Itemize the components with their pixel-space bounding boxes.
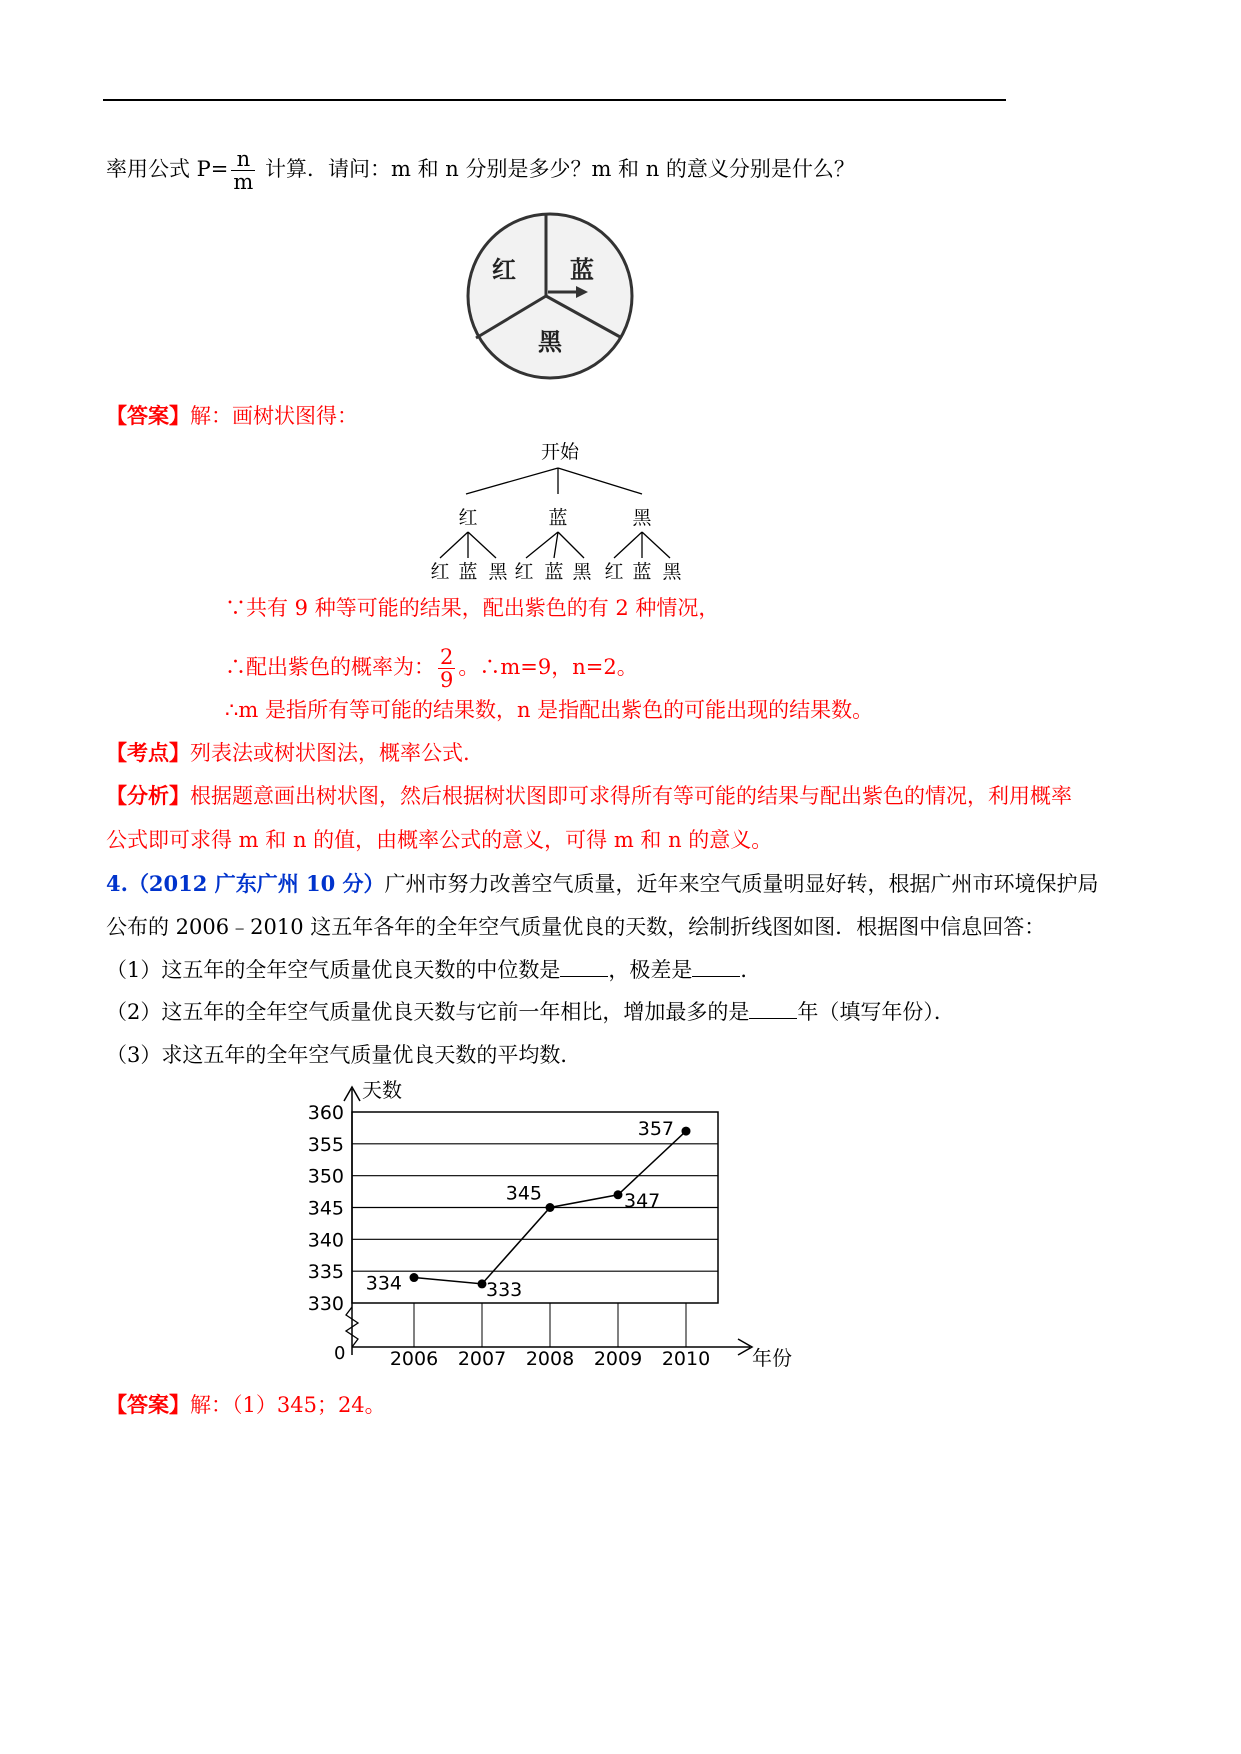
data-point [682,1127,691,1136]
solution-line-3: ∴m 是指所有等可能的结果数，n 是指配出紫色的可能出现的结果数。 [225,698,874,722]
tree-edge [558,468,642,494]
solution-line-2-suffix: 。∴m=9，n=2。 [458,655,638,679]
line-chart [300,1075,820,1375]
tree-l2-node: 黑 [572,561,592,583]
tree-l2-node: 蓝 [458,561,478,583]
tree-edge [614,532,642,558]
y-tick-label: 330 [307,1293,344,1315]
question-2-a: （2）这五年的全年空气质量优良天数与它前一年相比，增加最多的是 [106,1000,750,1024]
problem4-stem-line-1: 广州市努力改善空气质量，近年来空气质量明显好转，根据广州市环境保护局 [384,872,1099,896]
formula-prefix: 率用公式 P= [106,157,229,181]
question-3: （3）求这五年的全年空气质量优良天数的平均数． [106,1043,582,1067]
problem3-stem [106,148,855,193]
y-tick-label: 340 [307,1229,344,1252]
answer-tag: 【答案】 [106,1392,190,1417]
y-tick-label: 360 [307,1102,344,1124]
tree-l2-node: 红 [514,561,534,583]
spinner-diagram [462,210,638,382]
answer-text: 解：（1）345；24。 [190,1393,386,1417]
formula-fraction [231,148,255,193]
y-tick-label: 335 [307,1261,344,1284]
y-tick-label: 345 [307,1197,344,1220]
y-tick-label: 350 [307,1165,344,1188]
problem4-stem-line-2: 公布的 2006﹣2010 这五年各年的全年空气质量优良的天数，绘制折线图如图．根据图中信息回答： [106,915,1046,939]
fraction-denominator: m [233,170,254,194]
question-1-c: ． [740,958,762,982]
solution-line-2 [225,646,638,691]
spinner-label-red: 红 [492,256,516,284]
answer-blank [692,958,740,977]
kaodian-text: 列表法或树状图法，概率公式. [190,741,470,765]
tree-edge [440,532,468,558]
spinner-label-black: 黑 [538,328,562,356]
formula-suffix: 计算．请问：m 和 n 分别是多少？m 和 n 的意义分别是什么？ [258,157,855,181]
data-point [546,1203,555,1212]
answer-tag: 【答案】 [106,403,190,428]
fraction-denominator: 9 [440,668,454,692]
question-1-b: ，极差是 [608,958,693,982]
fenxi [106,784,1072,808]
x-axis-label: 年份 [752,1346,792,1370]
question-2 [106,1000,955,1024]
x-tick-label: 2009 [593,1348,643,1370]
problem4-source: （2012 广东广州 10 分） [127,871,385,896]
question-1 [106,958,761,982]
problem4-answer [106,1393,386,1417]
x-tick-label: 2007 [457,1348,507,1370]
answer-blank [560,958,608,977]
data-point [614,1190,623,1199]
question-2-b: 年（填写年份）． [797,1000,955,1024]
tree-l2-node: 黑 [488,561,508,583]
y-axis-label: 天数 [362,1078,402,1102]
tree-l2-node: 蓝 [632,561,652,583]
data-label: 357 [637,1118,674,1141]
tree-edge [642,532,670,558]
data-label: 333 [486,1278,523,1301]
origin-label: 0 [334,1343,346,1364]
problem4-stem [106,872,1099,896]
answer-blank [749,1000,797,1019]
tree-edge [558,532,584,558]
fenxi-line-2: 公式即可求得 m 和 n 的值，由概率公式的意义，可得 m 和 n 的意义。 [106,828,773,852]
data-point [410,1273,419,1282]
tree-l2-node: 红 [430,561,450,583]
solution-line-2-prefix: ∴配出紫色的概率为： [225,655,435,679]
chart-grid-layer [352,1144,718,1271]
tree-l1-node: 红 [458,507,478,529]
tree-edge [468,532,496,558]
x-tick-label: 2008 [525,1348,575,1370]
data-label: 334 [365,1272,402,1295]
probability-fraction [438,646,455,691]
data-label: 345 [505,1182,542,1205]
kaodian-tag: 【考点】 [106,740,190,765]
chart-tick-layer [308,1102,710,1370]
tree-l2-node: 红 [604,561,624,583]
x-tick-label: 2006 [389,1348,439,1370]
header-rule [103,99,1006,101]
fenxi-tag: 【分析】 [106,783,190,808]
question-1-a: （1）这五年的全年空气质量优良天数的中位数是 [106,958,561,982]
y-tick-label: 355 [307,1133,344,1156]
kaodian [106,741,470,765]
tree-edge [466,468,558,494]
data-label: 347 [624,1189,661,1212]
fenxi-line-1: 根据题意画出树状图，然后根据树状图即可求得所有等可能的结果与配出紫色的情况，利用概率 [190,784,1072,808]
tree-l2-node: 蓝 [544,561,564,583]
tree-edge [526,532,558,558]
problem3-answer [106,404,358,428]
tree-l2-node: 黑 [662,561,682,583]
tree-l1-node: 蓝 [548,507,568,529]
problem4-number: 4. [106,871,128,896]
tree-edge [554,532,558,558]
chart-series-layer [366,1118,691,1301]
fraction-numerator: n [231,148,255,171]
solution-line-1: ∵共有 9 种等可能的结果，配出紫色的有 2 种情况， [225,596,720,620]
x-tick-label: 2010 [661,1348,711,1370]
tree-root: 开始 [540,441,580,463]
tree-diagram [420,436,700,586]
spinner-label-blue: 蓝 [570,256,594,284]
tree-l1-node: 黑 [632,507,652,529]
answer-text: 解：画树状图得： [190,404,358,428]
chart-static-layer [344,1087,752,1355]
fraction-numerator: 2 [440,645,454,669]
